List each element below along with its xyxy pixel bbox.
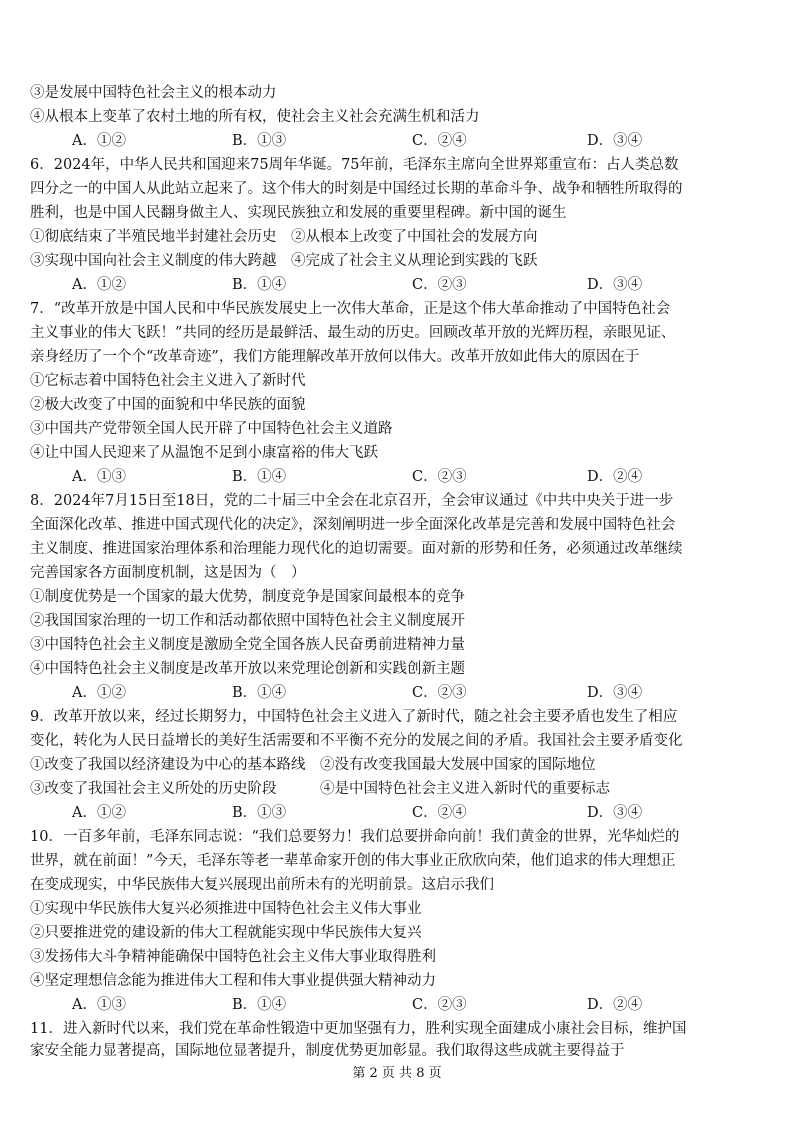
text-line: 世界，就在前面！”今天，毛泽东等老一辈革命家开创的伟大事业正欣欣向荣，他们追求的伟大理想正 [30,853,676,869]
option-b: B．①④ [232,277,287,293]
option-b: B．①④ [232,997,287,1013]
option-b: B．①③ [232,133,287,149]
option-c: C．②④ [412,133,467,149]
text-line: ③是发展中国特色社会主义的根本动力 [30,85,277,101]
question-10-stem: 10．一百多年前，毛泽东同志说：“我们总要努力！我们总要拼命向前！我们黄金的世界，光华灿烂的 [30,829,680,845]
text-line: ①彻底结束了半殖民地半封建社会历史 ②从根本上改变了中国社会的发展方向 [30,229,538,245]
option-c: C．②③ [412,277,467,293]
text-line: ④让中国人民迎来了从温饱不足到小康富裕的伟大飞跃 [30,445,378,461]
option-c: C．②④ [412,805,467,821]
text-line: ①制度优势是一个国家的最大优势，制度竞争是国家间最根本的竞争 [30,589,465,605]
option-c: C．②③ [412,469,467,485]
option-a: A．①② [72,133,126,149]
text-line: ④中国特色社会主义制度是改革开放以来党理论创新和实践创新主题 [30,661,465,677]
text-line: ②只要推进党的建设新的伟大工程就能实现中华民族伟大复兴 [30,925,422,941]
option-c: C．②③ [412,997,467,1013]
text-line: 完善国家各方面制度机制，这是因为（ ） [30,565,306,581]
text-line: ③中国特色社会主义制度是激励全党全国各族人民奋勇前进精神力量 [30,637,465,653]
option-a: A．①③ [72,997,126,1013]
option-d: D．②④ [587,469,643,485]
option-c: C．②③ [412,685,467,701]
text-line: 全面深化改革、推进中国式现代化的决定》，深刻阐明进一步全面深化改革是完善和发展中国特色社会 [30,517,676,533]
question-7-stem: 7．“改革开放是中国人民和中华民族发展史上一次伟大革命，正是这个伟大革命推动了中国特色社会 [30,301,671,317]
option-a: A．①② [72,685,126,701]
question-11-stem: 11．进入新时代以来，我们党在革命性锻造中更加坚强有力，胜利实现全面建成小康社会目标，维护国 [30,1021,687,1037]
text-line: ①改变了我国以经济建设为中心的基本路线 ②没有改变我国最大发展中国家的国际地位 [30,757,596,773]
text-line: 亲身经历了一个个“改革奇迹”，我们方能理解改革开放何以伟大。改革开放如此伟大的原因在于 [30,349,640,365]
text-line: ③发扬伟大斗争精神能确保中国特色社会主义伟大事业取得胜利 [30,949,436,965]
option-b: B．①④ [232,685,287,701]
text-line: ①它标志着中国特色社会主义进入了新时代 [30,373,306,389]
text-line: 主义制度、推进国家治理体系和治理能力现代化的迫切需要。面对新的形势和任务，必须通过改革继续 [30,541,683,557]
text-line: ③中国共产党带领全国人民开辟了中国特色社会主义道路 [30,421,393,437]
option-a: A．①② [72,277,126,293]
page-footer: 第 2 页 共 8 页 [352,1066,442,1081]
text-line: 变化，转化为人民日益增长的美好生活需要和不平衡不充分的发展之间的矛盾。我国社会主要矛盾变化 [30,733,683,749]
text-line: 胜利，也是中国人民翻身做主人、实现民族独立和发展的重要里程碑。新中国的诞生 [30,205,567,221]
text-line: ③改变了我国社会主义所处的历史阶段 ④是中国特色社会主义进入新时代的重要标志 [30,781,610,797]
text-line: ④从根本上变革了农村土地的所有权，使社会主义社会充满生机和活力 [30,109,480,125]
option-b: B．①④ [232,469,287,485]
text-line: 主义事业的伟大飞跃！”共同的经历是最鲜活、最生动的历史。回顾改革开放的光辉历程，亲眼见证、 [30,325,676,341]
text-line: 在变成现实，中华民族伟大复兴展现出前所未有的光明前景。这启示我们 [30,877,494,893]
option-b: B．①③ [232,805,287,821]
option-d: D．③④ [587,685,643,701]
option-d: D．③④ [587,133,643,149]
text-line: 四分之一的中国人从此站立起来了。这个伟大的时刻是中国经过长期的革命斗争、战争和牺牲所取得的 [30,181,683,197]
option-d: D．③④ [587,277,643,293]
text-line: ④坚定理想信念能为推进伟大工程和伟大事业提供强大精神动力 [30,973,436,989]
question-6-stem: 6．2024年，中华人民共和国迎来75周年华诞。75年前，毛泽东主席向全世界郑重宣布：占人类总数 [30,157,679,173]
option-a: A．①② [72,805,126,821]
question-8-stem: 8．2024年7月15日至18日，党的二十届三中全会在北京召开，全会审议通过《中共中央关于进一步 [30,493,674,509]
option-d: D．③④ [587,805,643,821]
option-a: A．①③ [72,469,126,485]
question-9-stem: 9．改革开放以来，经过长期努力，中国特色社会主义进入了新时代，随之社会主要矛盾也发生了相应 [30,709,678,725]
option-d: D．②④ [587,997,643,1013]
text-line: ①实现中华民族伟大复兴必须推进中国特色社会主义伟大事业 [30,901,422,917]
text-line: ③实现中国向社会主义制度的伟大跨越 ④完成了社会主义从理论到实践的飞跃 [30,253,538,269]
text-line: 家安全能力显著提高，国际地位显著提升，制度优势更加彰显。我们取得这些成就主要得益于 [30,1043,625,1059]
text-line: ②极大改变了中国的面貌和中华民族的面貌 [30,397,306,413]
text-line: ②我国国家治理的一切工作和活动都依照中国特色社会主义制度展开 [30,613,465,629]
